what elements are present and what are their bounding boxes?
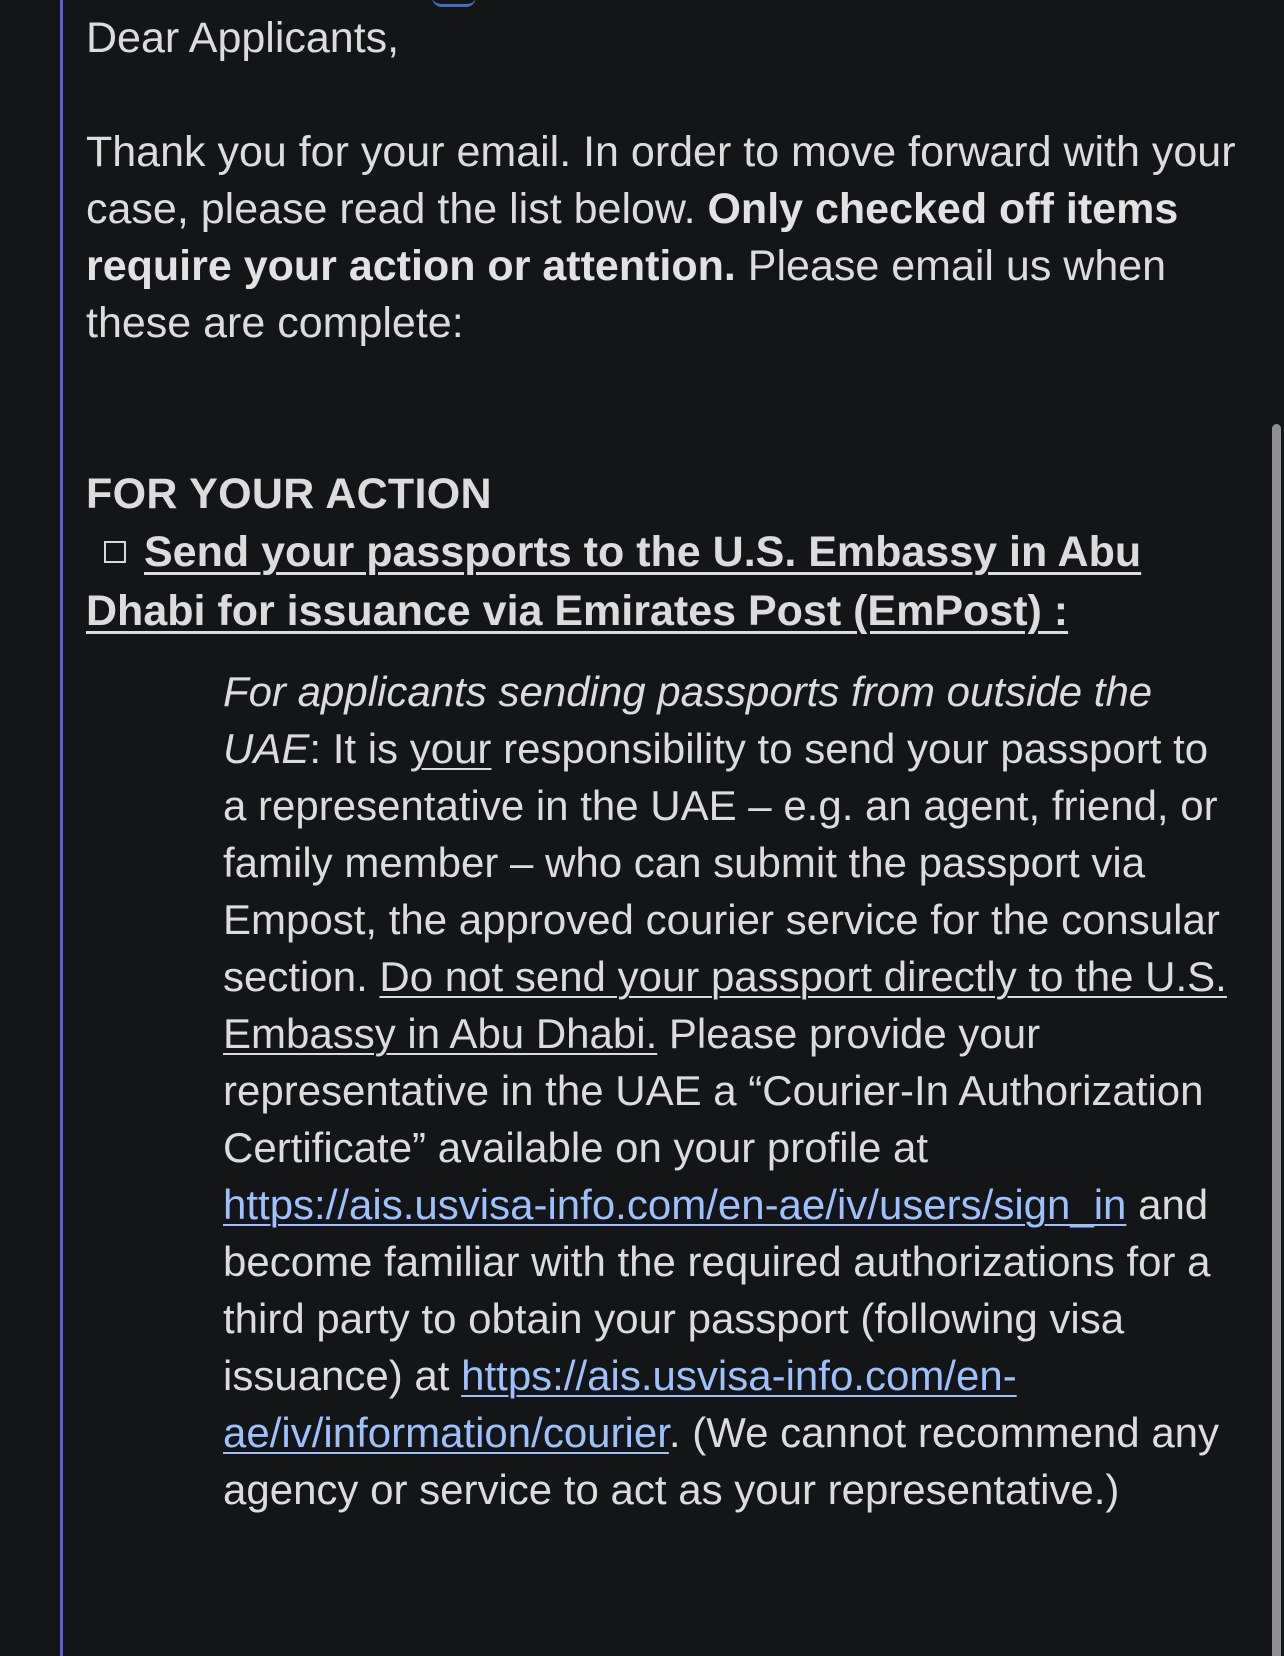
- details-text-2: responsibility to send your passport to a representative in the UAE – e.g. an agent, friend, or family member – who can submit the passport via Empost, the approved courier service for the consular section.: [223, 725, 1220, 1000]
- details-warning: Do not send your passport directly to the U.S. Embassy in Abu Dhabi.: [223, 953, 1227, 1057]
- details-text-5: . (We cannot recommend any agency or service to act as your representative.): [223, 1409, 1220, 1513]
- checkbox-icon: [104, 541, 126, 563]
- details-paragraph: [223, 663, 1243, 1518]
- email-greeting: Dear Applicants,: [86, 14, 400, 62]
- details-underlined-your: your: [409, 725, 492, 772]
- details-text-4: and become familiar with the required authorizations for a third party to obtain your passport (following visa issuance) at: [223, 1181, 1211, 1399]
- quote-bar: [60, 0, 63, 1656]
- intro-paragraph: [86, 124, 1236, 352]
- details-text-3: Please provide your representative in the UAE a “Courier-In Authorization Certificate” available on your profile at: [223, 1010, 1204, 1171]
- truncated-link-fragment: [432, 0, 476, 7]
- details-text-1: : It is: [309, 725, 410, 772]
- scrollbar[interactable]: [1270, 0, 1284, 1656]
- details-italic-lead: For applicants sending passports from outside the UAE: [223, 668, 1153, 772]
- email-body: [86, 10, 1236, 1518]
- action-item-title: Send your passports to the U.S. Embassy in Abu Dhabi for issuance via Emirates Post (EmPost) :: [86, 528, 1142, 635]
- intro-text-1: Thank you for your email. In order to move forward with your case, please read the list below.: [86, 128, 1236, 233]
- action-item: [86, 523, 1236, 641]
- courier-info-link[interactable]: https://ais.usvisa-info.com/en-ae/iv/information/courier: [223, 1352, 1017, 1456]
- intro-text-2: Please email us when these are complete:: [86, 242, 1167, 347]
- section-title: FOR YOUR ACTION: [86, 470, 492, 518]
- scrollbar-thumb[interactable]: [1272, 424, 1281, 1656]
- intro-bold-text: Only checked off items require your action or attention.: [86, 185, 1179, 290]
- sign-in-link[interactable]: https://ais.usvisa-info.com/en-ae/iv/users/sign_in: [223, 1181, 1127, 1228]
